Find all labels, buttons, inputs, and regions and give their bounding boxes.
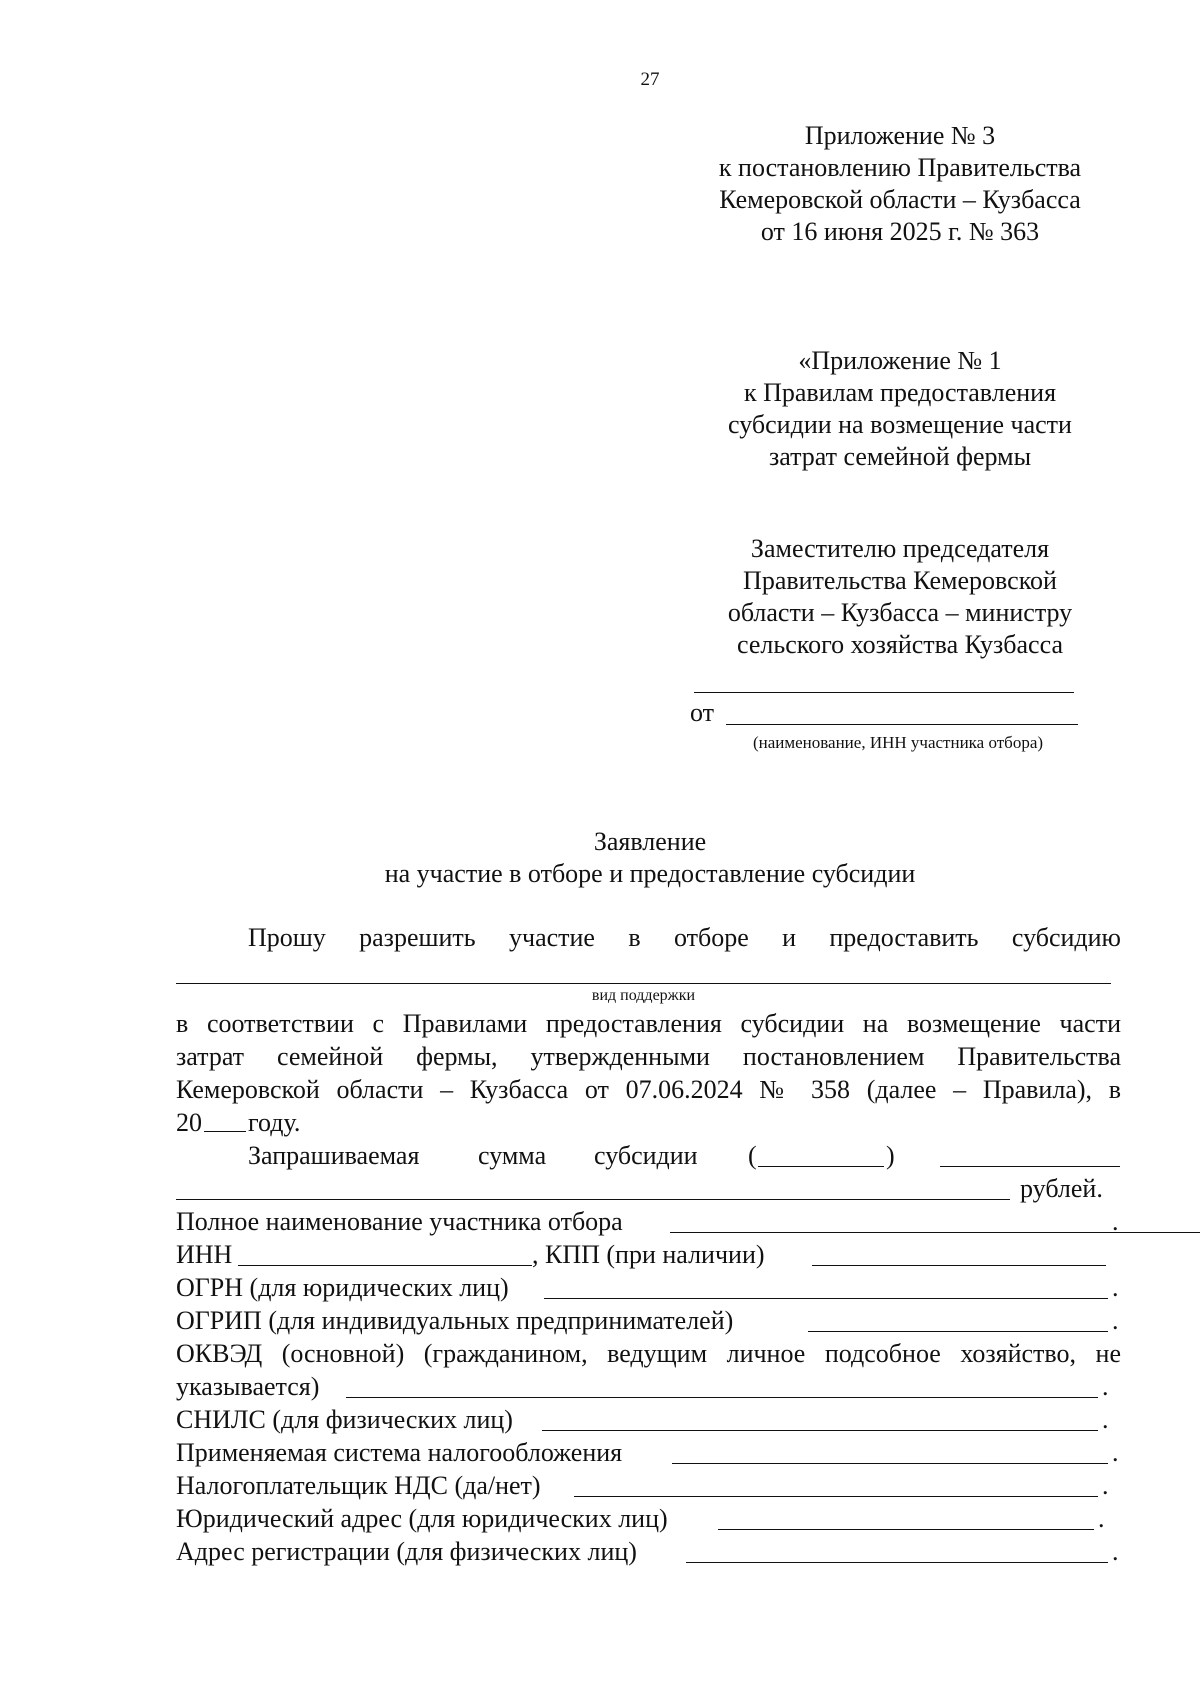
addressee-line3: области – Кузбасса – министру — [727, 598, 1073, 627]
paren-open: ( — [748, 1141, 757, 1170]
paragraph-line-2: затрат семейной фермы, утвержденными постановлением Правительства — [176, 1042, 1121, 1071]
field-okved-input[interactable] — [346, 1397, 1098, 1398]
field-legal-address-label: Юридический адрес (для юридических лиц) — [176, 1504, 668, 1533]
field-snils-input[interactable] — [542, 1430, 1098, 1431]
request-word: участие — [509, 923, 595, 952]
field-kpp-label: , КПП (при наличии) — [532, 1240, 765, 1269]
addressee-line4: сельского хозяйства Кузбасса — [737, 630, 1063, 659]
appendix-1-header — [680, 345, 1120, 473]
field-vat-payer-label: Налогоплательщик НДС (да/нет) — [176, 1471, 541, 1500]
field-ogrip-label: ОГРИП (для индивидуальных предпринимателей) — [176, 1306, 734, 1335]
request-word: и — [782, 923, 797, 952]
field-kpp-input[interactable] — [812, 1265, 1106, 1266]
field-period: . — [1102, 1405, 1109, 1434]
field-ogrn-input[interactable] — [544, 1298, 1108, 1299]
appendix-3-header — [680, 120, 1120, 248]
appendix-1-line1: «Приложение № 1 — [798, 346, 1002, 375]
field-period: . — [1102, 1471, 1109, 1500]
field-inn-kpp — [176, 1239, 1136, 1271]
field-okved-label-line2: указывается) — [176, 1372, 320, 1401]
appendix-1-line2: к Правилам предоставления — [743, 378, 1057, 407]
request-word: отборе — [673, 923, 749, 952]
field-reg-address — [176, 1536, 1136, 1568]
field-ogrn-label: ОГРН (для юридических лиц) — [176, 1273, 509, 1302]
paren-close: ) — [886, 1141, 895, 1170]
field-full-name-input[interactable] — [670, 1232, 1200, 1233]
request-word: субсидию — [1011, 923, 1121, 952]
request-word: Прошу — [248, 923, 326, 952]
year-prefix: 20 — [176, 1108, 202, 1137]
from-label: от — [690, 698, 715, 727]
request-line — [248, 922, 1121, 954]
request-word: в — [628, 923, 641, 952]
field-inn-label: ИНН — [176, 1240, 233, 1269]
field-ogrip — [176, 1305, 1136, 1337]
field-period: . — [1112, 1537, 1119, 1566]
field-okved-label-line1: ОКВЭД (основной) (гражданином, ведущим личное подсобное хозяйство, не — [176, 1339, 1121, 1368]
field-snils-label: СНИЛС (для физических лиц) — [176, 1405, 513, 1434]
field-tax-system-input[interactable] — [672, 1463, 1108, 1464]
amount-label-3: субсидии — [594, 1141, 698, 1170]
amount-label-2: сумма — [478, 1141, 547, 1170]
amount-digits-blank-line[interactable] — [758, 1166, 884, 1167]
addressee-line1: Заместителю председателя — [750, 534, 1050, 563]
addressee-line2: Правительства Кемеровской — [743, 566, 1057, 595]
paragraph-line-3: Кемеровской области – Кузбасса от 07.06.2024 № 358 (далее – Правила), в — [176, 1075, 1121, 1104]
appendix-3-line4: от 16 июня 2025 г. № 363 — [760, 217, 1040, 246]
field-period: . — [1112, 1207, 1119, 1236]
year-blank-line[interactable] — [204, 1131, 246, 1132]
amount-words-blank-line-2[interactable] — [176, 1199, 1010, 1200]
field-inn-input[interactable] — [238, 1265, 532, 1266]
field-legal-address-input[interactable] — [718, 1529, 1094, 1530]
amount-label-1: Запрашиваемая — [248, 1141, 420, 1170]
request-word: предоставить — [829, 923, 979, 952]
support-type-hint: вид поддержки — [591, 987, 696, 1004]
appendix-1-line3: субсидии на возмещение части — [728, 410, 1072, 439]
from-blank-line[interactable] — [726, 724, 1078, 725]
paragraph-line-1: в соответствии с Правилами предоставления субсидии на возмещение части — [176, 1009, 1121, 1038]
appendix-3-line2: к постановлению Правительства — [718, 153, 1082, 182]
amount-words-blank-line-1[interactable] — [940, 1166, 1120, 1167]
field-vat-payer — [176, 1470, 1136, 1502]
rubles-label: рублей. — [1020, 1174, 1103, 1203]
field-snils — [176, 1404, 1136, 1436]
field-full-name — [176, 1206, 1136, 1238]
field-period: . — [1102, 1372, 1109, 1401]
field-period: . — [1098, 1504, 1105, 1533]
field-ogrip-input[interactable] — [808, 1331, 1108, 1332]
appendix-3-line1: Приложение № 3 — [804, 121, 996, 150]
from-hint: (наименование, ИНН участника отбора) — [752, 733, 1044, 752]
field-okved — [176, 1371, 1136, 1403]
field-vat-payer-input[interactable] — [574, 1496, 1098, 1497]
field-tax-system — [176, 1437, 1136, 1469]
field-full-name-label: Полное наименование участника отбора — [176, 1207, 623, 1236]
year-suffix: году. — [248, 1108, 301, 1137]
request-word: разрешить — [359, 923, 476, 952]
field-period: . — [1112, 1438, 1119, 1467]
field-ogrn — [176, 1272, 1136, 1304]
field-tax-system-label: Применяемая система налогообложения — [176, 1438, 623, 1467]
statement-title: Заявление — [593, 827, 707, 856]
addressee-block — [680, 533, 1120, 661]
field-period: . — [1112, 1273, 1119, 1302]
field-legal-address — [176, 1503, 1136, 1535]
statement-subtitle: на участие в отборе и предоставление субсидии — [384, 859, 916, 888]
addressee-blank-line[interactable] — [694, 692, 1074, 693]
appendix-3-line3: Кемеровской области – Кузбасса — [719, 185, 1081, 214]
support-type-blank-line[interactable] — [176, 983, 1111, 984]
field-reg-address-label: Адрес регистрации (для физических лиц) — [176, 1537, 637, 1566]
field-reg-address-input[interactable] — [686, 1562, 1108, 1563]
page-number: 27 — [640, 69, 660, 90]
appendix-1-line4: затрат семейной фермы — [768, 442, 1032, 471]
field-period: . — [1112, 1306, 1119, 1335]
